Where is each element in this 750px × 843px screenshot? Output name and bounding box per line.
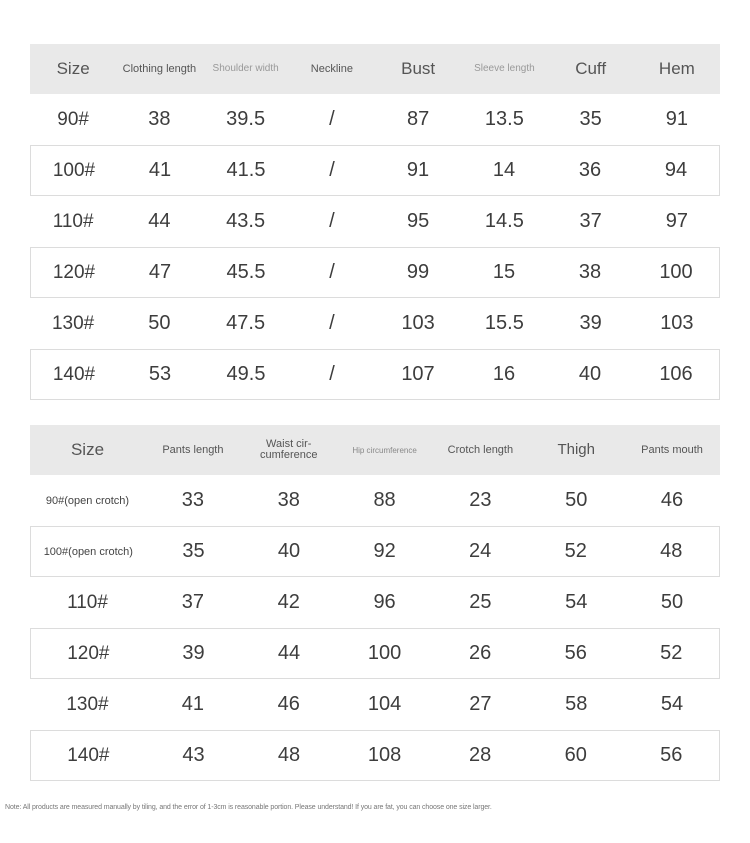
size-cell: 140# [52,363,96,385]
table-cell: 107 [401,363,435,385]
table-cell: 24 [469,540,492,562]
table-cell: 41 [148,159,172,181]
top-table-body [30,94,720,400]
top-size-table [30,44,720,400]
table-cell: 91 [406,159,430,181]
table-cell: 40 [277,540,301,562]
table-cell: 53 [148,363,172,385]
table-row [30,628,720,679]
size-cell: 130# [51,312,95,334]
table-cell: 37 [181,591,205,613]
table-cell: 46 [660,489,684,511]
size-cell: 110# [52,210,94,232]
size-cell: 100#(open crotch) [43,545,133,558]
table-cell: / [329,363,335,385]
table-cell: 91 [665,108,688,130]
table-cell: 43 [182,744,205,766]
size-cell: 140# [67,744,110,766]
table-row [30,679,720,730]
bottom-table-body [30,475,720,781]
table-cell: 16 [492,363,516,385]
header-bust: Bust [401,59,436,78]
table-cell: / [329,312,335,334]
table-cell: 35 [182,540,205,562]
table-cell: / [329,261,335,283]
table-cell: 95 [407,210,430,232]
table-cell: 37 [579,210,602,232]
header-hem: Hem [658,59,695,78]
header-shoulder-width: Shoulder width [212,63,279,74]
header-pants-mouth: Pants mouth [641,443,703,456]
table-cell: 48 [277,744,301,766]
table-row [30,145,720,196]
table-cell: 103 [401,312,435,334]
header-cuff: Cuff [575,59,607,78]
table-row [30,526,720,577]
table-cell: 15 [492,261,516,283]
table-cell: 27 [469,693,492,715]
table-cell: 28 [469,744,492,766]
size-cell: 90# [57,108,89,130]
table-cell: 103 [660,312,694,334]
table-row [30,196,720,247]
size-cell: 120# [67,642,110,664]
table-cell: 38 [277,489,300,511]
table-cell: 42 [277,591,300,613]
table-cell: 35 [579,108,602,130]
table-cell: 97 [665,210,688,232]
header-pants-length: Pants length [162,443,224,456]
header-sleeve-length: Sleeve length [474,63,535,74]
table-cell: 26 [469,642,492,664]
header-size: Size [56,59,90,78]
table-cell: 99 [406,261,430,283]
table-cell: 94 [664,159,688,181]
table-cell: 43.5 [226,210,266,232]
table-cell: 88 [373,489,396,511]
table-cell: 38 [148,108,171,130]
table-cell: 41.5 [226,159,266,181]
header-hip-circumference: Hip circumference [352,445,417,455]
size-cell: 130# [66,693,109,715]
size-cell: 110# [67,591,108,613]
table-cell: 39.5 [226,108,266,130]
header-size: Size [70,440,105,459]
table-cell: 50 [565,489,588,511]
table-cell: 87 [407,108,430,130]
table-cell: 25 [469,591,492,613]
table-cell: 100 [367,642,402,664]
size-cell: 120# [52,261,96,283]
table-cell: 96 [373,591,396,613]
table-cell: 14 [492,159,516,181]
table-cell: 14.5 [484,210,524,232]
table-cell: 13.5 [484,108,524,130]
table-cell: 52 [660,642,683,664]
table-cell: 36 [578,159,602,181]
table-cell: 45.5 [226,261,266,283]
table-cell: 39 [182,642,205,664]
table-cell: 47.5 [226,312,266,334]
header-thigh: Thigh [557,441,595,458]
table-cell: 56 [564,642,587,664]
table-row [30,349,720,400]
table-cell: 50 [660,591,684,613]
top-table-header [30,44,720,94]
table-row [30,247,720,298]
header-clothing-length: Clothing length [122,62,197,75]
table-cell: 44 [148,210,171,232]
table-cell: 108 [367,744,402,766]
header-waist-circumference: Waist cir-cumference [260,438,318,461]
size-cell: 100# [52,159,96,181]
table-cell: 48 [660,540,683,562]
table-cell: 39 [579,312,602,334]
table-cell: 47 [148,261,172,283]
header-crotch-length: Crotch length [447,443,514,456]
table-cell: / [329,210,335,232]
measurement-note: Note: All products are measured manually by tiling, and the error of 1-3cm is reasonable portion. Please understand! If you are fat, you can choose one size larger. [5,804,492,811]
table-row [30,475,720,526]
table-cell: / [329,108,335,130]
bottom-size-table [30,425,720,781]
table-cell: 58 [565,693,588,715]
table-cell: 50 [148,312,171,334]
table-cell: 33 [181,489,205,511]
table-row [30,298,720,349]
table-cell: 23 [469,489,492,511]
table-cell: 54 [660,693,684,715]
table-cell: 106 [659,363,693,385]
table-cell: 56 [660,744,683,766]
table-cell: 104 [367,693,402,715]
table-cell: 60 [564,744,587,766]
table-row [30,94,720,145]
table-cell: 38 [578,261,602,283]
table-cell: 54 [565,591,588,613]
header-neckline: Neckline [310,62,353,75]
table-cell: 40 [578,363,602,385]
table-cell: 44 [277,642,301,664]
table-cell: 100 [659,261,693,283]
table-cell: 41 [181,693,205,715]
table-cell: 52 [564,540,587,562]
table-cell: 92 [373,540,396,562]
bottom-table-header [30,425,720,475]
table-cell: / [329,159,335,181]
table-cell: 15.5 [484,312,524,334]
table-cell: 49.5 [226,363,266,385]
size-cell: 90#(open crotch) [45,494,130,507]
table-row [30,730,720,781]
table-row [30,577,720,628]
table-cell: 46 [277,693,300,715]
